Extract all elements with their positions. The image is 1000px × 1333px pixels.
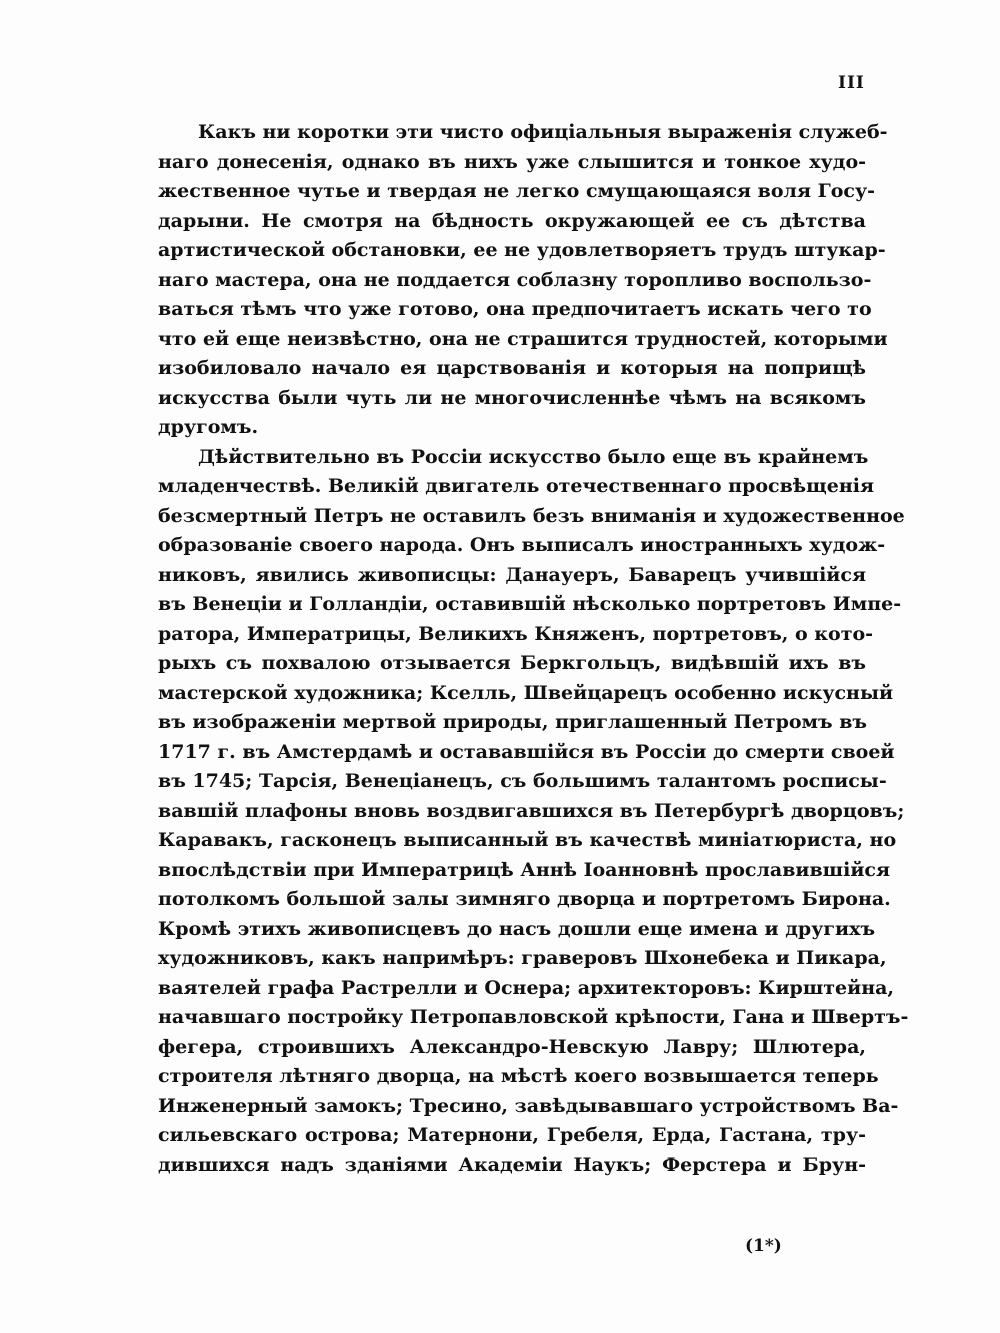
text-line: въ изображеніи мертвой природы, приглашенный Петромъ въ xyxy=(158,711,868,733)
text-line: начавшаго постройку Петропавловской крѣпости, Гана и Швертъ- xyxy=(158,1006,909,1028)
text-line: образованіе своего народа. Онъ выписалъ иностранныхъ худож- xyxy=(158,534,886,556)
text-line: сильевскаго острова; Матернони, Гребеля, Ерда, Гастана, тру- xyxy=(158,1124,866,1146)
text-line: ратора, Императрицы, Великихъ Княженъ, портретовъ, о кото- xyxy=(158,622,874,645)
text-line: художниковъ, какъ напримѣръ: граверовъ Шхонебека и Пикара, xyxy=(158,947,887,969)
printer-signature-mark: (1*) xyxy=(745,1236,782,1256)
text-line: Каравакъ, гасконецъ выписанный въ качествѣ миніатюриста, но xyxy=(158,829,897,851)
text-line: Дѣйствительно въ Россіи искусство было еще въ крайнемъ xyxy=(198,445,869,468)
text-line: что ей еще неизвѣстно, она не страшится трудностей, которыми xyxy=(158,327,888,350)
body-text xyxy=(158,118,909,1180)
text-line: другомъ. xyxy=(158,416,259,438)
text-line: впослѣдствіи при Императрицѣ Аннѣ Іоанновнѣ прославившійся xyxy=(158,858,891,881)
text-line: потолкомъ большой залы зимняго дворца и портретомъ Бирона. xyxy=(158,888,891,910)
text-line: артистической обстановки, ее не удовлетворяетъ трудъ штукар- xyxy=(158,239,886,261)
text-line: вавшій плафоны вновь воздвигавшихся въ Петербургѣ дворцовъ; xyxy=(158,799,905,822)
text-line: младенчествѣ. Великій двигатель отечественнаго просвѣщенія xyxy=(158,475,874,497)
page-number: III xyxy=(838,73,865,93)
text-line: Какъ ни коротки эти чисто офиціальныя выраженія служеб- xyxy=(198,121,888,143)
text-line: жественное чутье и твердая не легко смущающаяся воля Госу- xyxy=(158,180,876,202)
text-line: Кромѣ этихъ живописцевъ до насъ дошли еще имена и другихъ xyxy=(158,917,876,940)
text-line: наго мастера, она не поддается соблазну торопливо воспользо- xyxy=(158,268,872,291)
text-line: никовъ, явились живописцы: Данауеръ, Баварецъ учившійся xyxy=(158,563,866,586)
text-line: ваятелей графа Растрелли и Оснера; архитекторовъ: Кирштейна, xyxy=(158,976,895,999)
text-line: безсмертный Петръ не оставилъ безъ вниманія и художественное xyxy=(158,504,905,527)
text-line: рыхъ съ похвалою отзывается Беркгольцъ, видѣвшій ихъ въ xyxy=(158,652,866,674)
text-line: изобиловало начало ея царствованія и которыя на поприщѣ xyxy=(158,357,866,379)
text-line: ваться тѣмъ что уже готово, она предпочитаетъ искать чего то xyxy=(158,298,872,320)
text-line: дившихся надъ зданіями Академіи Наукъ; Ферстера и Брун- xyxy=(158,1153,866,1176)
text-line: 1717 г. въ Амстердамѣ и остававшійся въ Россіи до смерти своей xyxy=(158,740,895,763)
paragraph-1 xyxy=(158,118,888,443)
text-line: мастерской художника; Кселль, Швейцарецъ особенно искусный xyxy=(158,681,894,704)
text-line: Инженерный замокъ; Тресино, завѣдывавшаго устройствомъ Ва- xyxy=(158,1094,899,1117)
text-line: искусства были чуть ли не многочисленнѣе чѣмъ на всякомъ xyxy=(158,386,866,409)
text-line: въ Венеціи и Голландіи, оставившій нѣсколько портретовъ Импе- xyxy=(158,593,902,615)
text-line: дарыни. Не смотря на бѣдность окружающей ее съ дѣтства xyxy=(158,209,866,232)
paragraph-2 xyxy=(158,443,909,1181)
text-line: наго донесенія, однако въ нихъ уже слышится и тонкое худо- xyxy=(158,150,866,173)
text-line: фегера, строившихъ Александро-Невскую Лавру; Шлютера, xyxy=(158,1035,866,1058)
text-line: въ 1745; Тарсія, Венеціанецъ, съ большимъ талантомъ росписы- xyxy=(158,770,887,792)
text-line: строителя лѣтняго дворца, на мѣстѣ коего возвышается теперь xyxy=(158,1065,879,1087)
